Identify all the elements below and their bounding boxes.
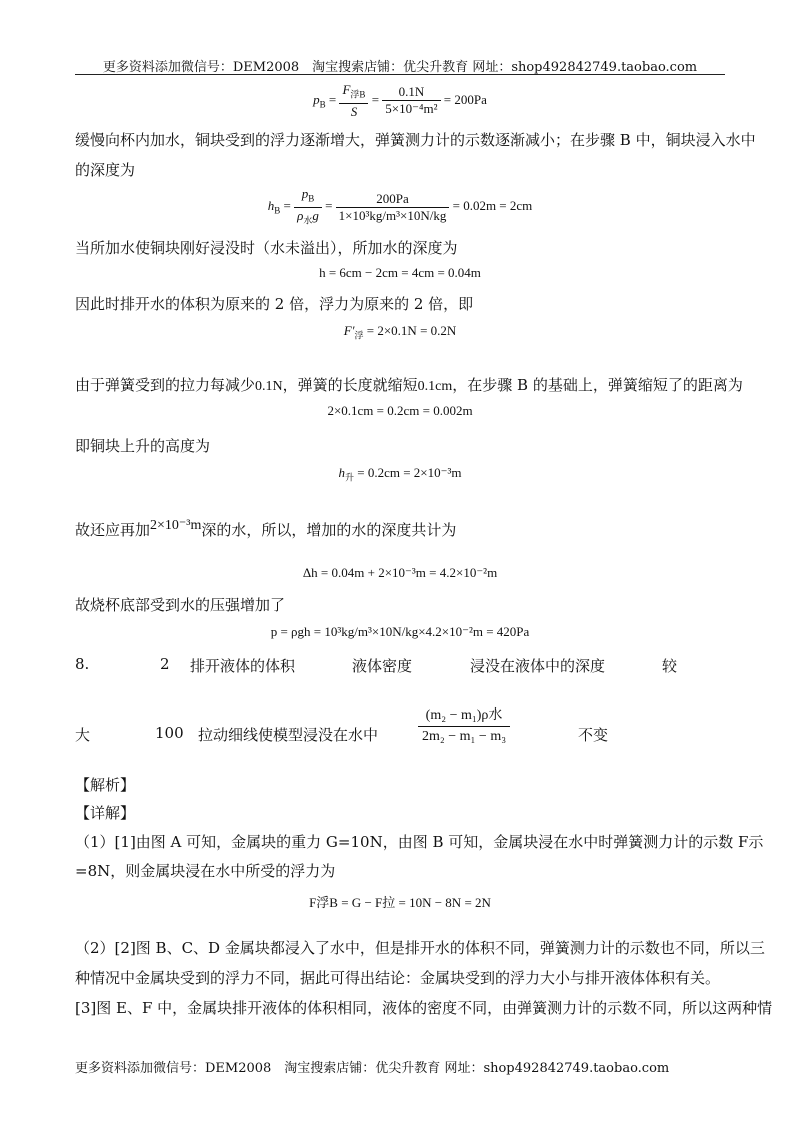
header-divider (75, 74, 725, 75)
answer-8-fraction: (m₂ − m₁)ρ水 2m₂ − m₁ − m₃ (418, 706, 510, 747)
fraction: $\frac{200Pa}{\text{1×10³kg/m³×10N/kg}}$ (336, 191, 450, 224)
paragraph: 种情况中金属块受到的浮力不同，据此可得出结论：金属块受到的浮力大小与排开液体体积有关。 (75, 969, 721, 987)
page-footer: 更多资料添加微信号：DEM2008 淘宝搜索店铺：优尖升教育 网址：shop492842749.taobao.com (75, 1061, 670, 1076)
formula-symbol: p (313, 91, 320, 107)
answer-6: 100 (155, 724, 184, 742)
fraction: $\frac{F_{浮B}}{S}$ (339, 82, 368, 120)
paragraph: 即铜块上升的高度为 (75, 437, 211, 455)
fraction: $\frac{0.1N}{\text{5×10⁻⁴m²}}$ (382, 84, 440, 117)
formula-total-depth: Δh = 0.04m + 2×10⁻³m = 4.2×10⁻²m (302, 565, 498, 580)
answer-1: 2 (160, 655, 170, 673)
paragraph: （1）[1]由图 A 可知，金属块的重力 G=10N，由图 B 可知，金属块浸在水中时弹簧测力计的示数 F示 (75, 833, 764, 851)
paragraph: [3]图 E、F 中，金属块排开液体的体积相同，液体的密度不同，由弹簧测力计的示数不同，所以这两种情 (75, 999, 773, 1017)
paragraph: 因此时排开水的体积为原来的 2 倍，浮力为原来的 2 倍，即 (75, 295, 474, 313)
formula-pressure-increase: p = ρgh = 10³kg/m³×10N/kg×4.2×10⁻²m = 420Pa (270, 624, 530, 639)
answer-2: 排开液体的体积 (190, 657, 296, 675)
paragraph: =8N，则金属块浸在水中所受的浮力为 (75, 862, 336, 880)
answer-7: 拉动细线使模型浸没在水中 (198, 726, 379, 744)
answer-4: 浸没在液体中的深度 (470, 657, 606, 675)
section-analysis-heading: 【解析】 (75, 776, 136, 794)
paragraph: 缓慢向杯内加水，铜块受到的浮力逐渐增大，弹簧测力计的示数逐渐减小；在步骤 B 中，铜块浸入水中 (75, 131, 756, 149)
paragraph: 的深度为 (75, 161, 136, 179)
formula-spring-shorten: 2×0.1cm = 0.2cm = 0.002m (327, 403, 473, 418)
paragraph: 当所加水使铜块刚好浸没时（水未溢出），所加水的深度为 (75, 239, 458, 257)
paragraph: 故烧杯底部受到水的压强增加了 (75, 596, 286, 614)
formula-subscript: B (319, 99, 326, 110)
formula-buoyancy-b: F浮B = G − F拉 = 10N − 8N = 2N (309, 895, 491, 910)
formula-pressure-b: $p_B$ = $\frac{F_{浮B}}{S}$ = $\frac{0.1N}{\text{5×10⁻⁴m²}}$ = 200Pa (313, 82, 487, 119)
formula-added-depth: h = 6cm − 2cm = 4cm = 0.04m (319, 265, 481, 280)
answer-9: 不变 (578, 726, 609, 744)
answer-5-part-a: 较 (662, 657, 678, 675)
page-header: 更多资料添加微信号：DEM2008 淘宝搜索店铺：优尖升教育 网址：shop492842749.taobao.com (102, 60, 698, 75)
formula-buoyancy: $F'_浮 = 2\times 0.1N = 0.2N$ (343, 323, 457, 341)
paragraph: （2）[2]图 B、C、D 金属块都浸入了水中，但是排开水的体积不同，弹簧测力计的示数也不同，所以三 (75, 939, 765, 957)
paragraph: 故还应再加2×10⁻³m深的水，所以，增加的水的深度共计为 (75, 518, 457, 539)
question-number: 8. (75, 655, 90, 673)
answer-5-part-b: 大 (75, 726, 91, 744)
formula-depth-b: $h_B$ = $\frac{p_B}{\rho_水g}$ = $\frac{200Pa}{\text{1×10³kg/m³×10N/kg}}$ = 0.02m = 2cm (0, 186, 800, 228)
answer-3: 液体密度 (352, 657, 413, 675)
formula-rise-height: $h_升 = 0.2cm = 2\times 10^{-3}m$ (338, 465, 462, 483)
fraction: $\frac{p_B}{\rho_水g}$ (294, 186, 322, 228)
paragraph: 由于弹簧受到的拉力每减少0.1N，弹簧的长度就缩短0.1cm，在步骤 B 的基础上，弹簧缩短了的距离为 (75, 376, 743, 394)
section-detail-heading: 【详解】 (75, 804, 136, 822)
